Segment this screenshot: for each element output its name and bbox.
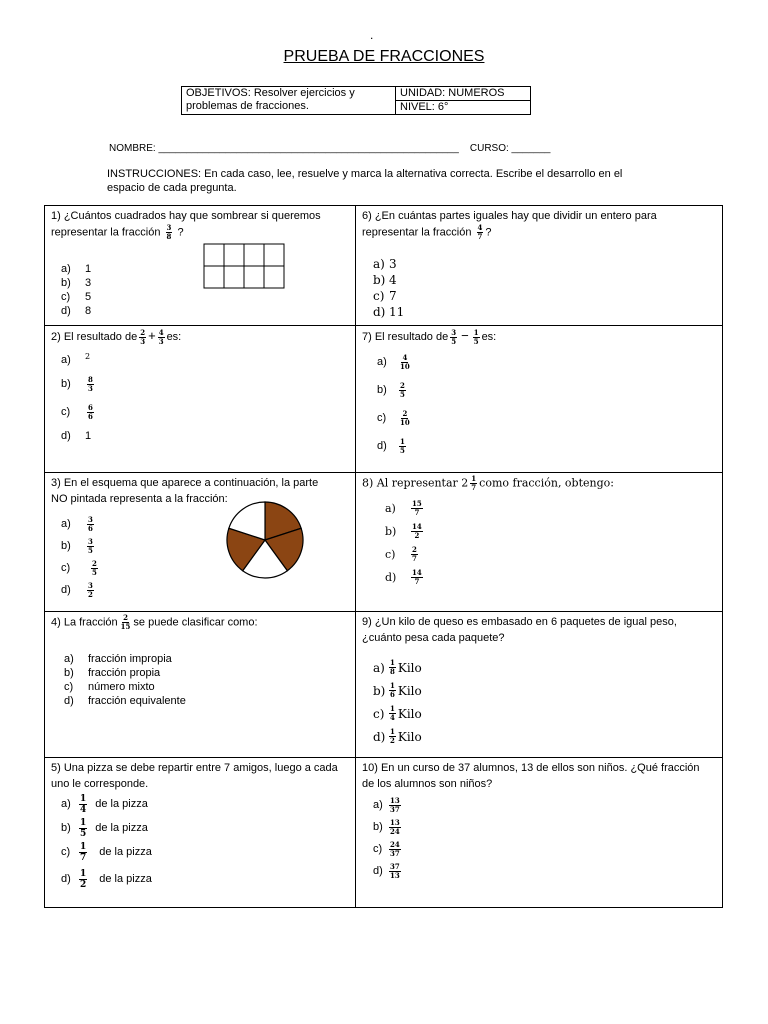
fraction-4-10 [399,354,411,371]
numerator: 1 [80,868,87,879]
denominator: 7 [412,554,417,563]
questions-grid [44,205,723,908]
numerator: 4 [158,327,164,337]
numerator: 1 [80,817,87,828]
denominator: 5 [473,336,479,346]
question-6-text [362,208,657,241]
option-letter: d) [61,430,71,442]
option-letter: c) [385,547,396,561]
fraction-1-4 [389,705,396,722]
question-6-line1: 6) ¿En cuántas partes iguales hay que dividir un entero para [362,210,657,222]
question-3-line2: NO pintada representa a la fracción: [51,493,228,505]
fraction-1-8 [389,659,396,676]
option-d[interactable] [61,579,100,601]
numerator: 1 [390,658,395,667]
numerator: 1 [80,793,87,804]
question-1-options [61,262,91,318]
fraction-4-3 [158,329,165,346]
option-letter: b) [377,384,387,396]
nombre-curso-line[interactable]: NOMBRE: ______________________________________________________ CURSO: _______ [109,143,551,154]
option-letter: a) [61,263,71,275]
option-letter: c) [61,846,71,858]
denominator: 3 [158,336,164,346]
option-b[interactable] [385,520,425,543]
option-value: 3 [85,277,92,289]
denominator: 5 [451,336,457,346]
fraction-1-7 [79,842,87,863]
question-10 [356,758,723,908]
numerator: 2 [400,380,405,390]
option-value: 5 [85,291,92,303]
option-letter: a) [61,354,71,366]
option-value: 4 [389,273,397,287]
page-title: PRUEBA DE FRACCIONES [283,48,485,65]
option-letter: c) [373,289,385,303]
option-d[interactable] [61,864,152,894]
fraction-1-6 [389,682,396,699]
denominator: 2 [80,879,87,890]
question-10-options [373,794,403,882]
nivel-cell: NIVEL: 6° [396,101,531,115]
question-7-options [377,348,413,460]
option-letter: d) [61,584,71,596]
option-a[interactable] [64,652,186,666]
option-letter: a) [61,798,71,810]
instructions: INSTRUCCIONES: En cada caso, lee, resuelve y marca la alternativa correcta. Escribe el desarrollo en el espacio de cada pregunta. [107,168,623,194]
numerator: 3 [166,223,172,232]
question-9-options [373,656,422,748]
option-a[interactable] [385,497,425,520]
option-c[interactable] [373,838,403,860]
numerator: 2 [92,558,97,568]
question-9-line2: ¿cuánto pesa cada paquete? [362,632,505,644]
option-a[interactable] [373,656,422,679]
numerator: 4 [402,352,408,362]
option-letter: d) [373,865,383,877]
option-letter: a) [64,653,74,665]
fraction-14-2 [411,523,423,540]
fraction-3-8 [166,224,173,241]
question-1-prefix: representar la fracción [51,226,161,239]
numerator: 2 [123,613,128,622]
question-mark: ? [177,226,184,239]
question-1-line2 [51,224,321,241]
question-6-prefix: representar la fracción [362,226,472,239]
option-a[interactable] [61,262,91,276]
option-b[interactable] [64,666,186,680]
denominator: 10 [400,417,410,427]
option-b[interactable] [373,272,404,288]
denominator: 8 [166,232,172,241]
option-value: 8 [85,305,92,317]
option-c[interactable] [377,404,413,432]
question-4-prefix: 4) La fracción [51,616,118,629]
option-letter: d) [61,873,71,885]
option-letter: b) [373,821,383,833]
option-d[interactable] [64,694,186,708]
option-c[interactable] [61,557,100,579]
question-4-suffix: se puede clasificar como: [133,616,258,629]
numerator: 3 [88,514,93,524]
question-5-text [51,760,338,792]
question-2-suffix: es: [166,331,182,343]
option-letter: d) [64,695,74,707]
question-9-text [362,614,677,646]
option-c[interactable] [373,288,404,304]
denominator: 37 [390,848,400,858]
denominator: 3 [140,336,146,346]
numerator: 1 [390,704,395,713]
denominator: 7 [414,508,420,517]
option-letter: c) [373,843,383,855]
fraction-3-6 [87,516,94,533]
question-2-options [61,350,96,446]
option-a[interactable] [377,348,413,376]
question-1-text [51,208,321,241]
option-letter: b) [373,683,386,698]
question-2-text [51,328,181,346]
question-8-text [362,475,614,492]
option-letter: b) [385,524,397,538]
option-b[interactable] [61,276,91,290]
numerator: 1 [471,474,477,483]
question-10-text [362,760,700,792]
numerator: 1 [390,681,395,690]
fraction-13-24 [389,819,401,836]
question-8-suffix: como fracción, obtengo: [479,476,614,490]
denominator: 13 [390,870,400,880]
option-d[interactable] [377,432,413,460]
option-a[interactable] [61,350,96,370]
column-divider [355,206,356,908]
option-d[interactable] [61,304,91,318]
question-5-line1: 5) Una pizza se debe repartir entre 7 amigos, luego a cada [51,762,338,774]
question-5-line2: uno le corresponde. [51,778,149,790]
option-value: número mixto [88,681,155,693]
numerator: 3 [88,580,93,590]
numerator: 3 [451,327,457,337]
option-letter: b) [64,667,74,679]
numerator: 6 [88,402,93,412]
option-b[interactable] [373,816,403,838]
denominator: 4 [390,713,395,722]
question-4-options [64,652,186,708]
question-2 [45,326,356,473]
denominator: 6 [88,523,93,533]
numerator: 3 [88,536,93,546]
fraction-2-3 [139,329,146,346]
option-value: 1 [85,263,92,275]
numerator: 13 [390,817,400,827]
option-letter: c) [61,562,71,574]
denominator: 6 [390,690,395,699]
option-b[interactable] [61,370,96,398]
denominator: 7 [80,852,87,863]
fraction-2-7 [411,546,418,563]
option-c[interactable] [64,680,186,694]
option-letter: d) [373,305,386,319]
denominator: 7 [414,577,420,586]
fraction-1-5 [79,818,87,839]
fraction-13-37 [389,797,401,814]
option-value: 3 [389,257,397,271]
question-3 [45,473,356,612]
denominator: 5 [400,389,405,399]
question-1-line1: 1) ¿Cuántos cuadrados hay que sombrear si queremos [51,210,321,222]
option-letter: a) [61,518,71,530]
option-letter: a) [373,257,385,271]
fraction-24-37 [389,841,401,858]
option-b[interactable] [373,679,422,702]
denominator: 2 [414,531,420,540]
option-letter: c) [61,406,71,418]
option-value: fracción equivalente [88,695,186,707]
fraction-8-3 [87,376,94,393]
option-c[interactable] [61,840,152,864]
denominator: 24 [390,826,400,836]
question-8-options [385,497,425,589]
denominator: 7 [477,232,483,241]
question-1 [45,206,356,326]
numerator: 14 [412,522,422,531]
option-text: de la pizza [95,798,148,810]
question-8-prefix: 8) Al representar 2 [362,476,469,490]
option-c[interactable] [61,290,91,304]
option-c[interactable] [373,702,422,725]
option-letter: c) [61,291,71,303]
option-b[interactable] [61,816,152,840]
option-b[interactable] [377,376,413,404]
fraction-1-7 [470,475,477,492]
option-text: de la pizza [95,822,148,834]
numerator: 14 [412,568,422,577]
denominator: 7 [471,483,477,492]
denominator: 15 [120,622,131,631]
fraction-1-2 [79,869,87,890]
unidad-cell: UNIDAD: NUMEROS [396,87,531,101]
option-c[interactable] [61,398,96,426]
minus-sign: − [461,328,469,343]
fraction-2-10 [399,410,411,427]
option-unit: Kilo [397,729,422,744]
fraction-14-7 [411,569,423,586]
option-d[interactable] [373,860,403,882]
option-letter: c) [377,412,387,424]
numerator: 1 [400,436,405,446]
fraction-1-5 [399,438,406,455]
fraction-4-7 [477,224,484,241]
option-letter: b) [61,378,71,390]
option-letter: b) [61,822,71,834]
option-value: 1 [85,430,92,442]
question-6-line2 [362,224,657,241]
header-dot: . [370,28,374,42]
option-letter: a) [373,660,385,675]
question-7-suffix: es: [481,331,497,343]
option-letter: d) [377,440,387,452]
option-text: de la pizza [99,873,152,885]
fraction-2-5 [399,382,406,399]
question-4-text [51,614,258,631]
numerator: 24 [390,839,400,849]
option-d[interactable] [61,426,96,446]
option-letter: b) [61,540,71,552]
option-unit: Kilo [397,660,422,675]
option-letter: a) [377,356,387,368]
objetivos-cell: OBJETIVOS: Resolver ejercicios y problemas de fracciones. [182,87,396,115]
numerator: 2 [412,545,417,554]
question-4 [45,612,356,758]
option-a[interactable] [373,794,403,816]
question-7 [356,326,723,473]
option-value: 11 [389,305,405,319]
option-unit: Kilo [397,683,422,698]
denominator: 5 [88,545,93,555]
option-letter: a) [373,799,383,811]
option-b[interactable] [61,535,100,557]
fraction-3-5 [450,329,457,346]
option-a[interactable] [61,792,152,816]
question-6-options [373,256,404,320]
question-6 [356,206,723,326]
question-3-line1: 3) En el esquema que aparece a continuación, la parte [51,477,319,489]
squares-grid-figure [203,243,285,289]
denominator: 8 [390,667,395,676]
fraction-6-6 [87,404,94,421]
denominator: 4 [80,804,87,815]
question-10-line2: de los alumnos son niños? [362,778,493,790]
option-text: de la pizza [99,846,152,858]
denominator: 5 [92,567,97,577]
option-value: 2 [85,352,91,361]
denominator: 2 [390,736,395,745]
numerator: 1 [390,727,395,736]
fraction-1-2 [389,728,396,745]
option-d[interactable] [373,725,422,748]
question-8 [356,473,723,612]
info-table [181,86,531,115]
pie-figure [225,500,305,580]
denominator: 6 [88,411,93,421]
option-letter: c) [373,706,385,721]
numerator: 1 [473,327,479,337]
option-letter: d) [385,570,397,584]
fraction-3-5 [87,538,94,555]
question-5 [45,758,356,908]
numerator: 8 [88,374,93,384]
question-7-text [362,328,496,346]
option-value: fracción propia [88,667,161,679]
fraction-37-13 [389,863,401,880]
option-letter: b) [373,273,386,287]
numerator: 4 [477,223,483,232]
denominator: 10 [400,361,410,371]
numerator: 1 [80,841,87,852]
question-9 [356,612,723,758]
option-letter: c) [64,681,74,693]
question-mark: ? [485,226,492,239]
fraction-2-15 [120,614,132,631]
denominator: 5 [400,445,405,455]
option-a[interactable] [61,513,100,535]
numerator: 2 [402,408,408,418]
question-10-line1: 10) En un curso de 37 alumnos, 13 de ellos son niños. ¿Qué fracción [362,762,700,774]
denominator: 3 [88,383,93,393]
fraction-1-4 [79,794,87,815]
denominator: 2 [88,589,93,599]
question-2-prefix: 2) El resultado de [51,331,138,343]
question-5-options [61,792,152,894]
numerator: 13 [390,795,400,805]
option-d[interactable] [385,566,425,589]
option-letter: a) [385,501,396,515]
option-letter: d) [61,305,71,317]
question-9-line1: 9) ¿Un kilo de queso es embasado en 6 paquetes de igual peso, [362,616,677,628]
fraction-2-5 [91,560,98,577]
question-7-prefix: 7) El resultado de [362,331,449,343]
fraction-15-7 [411,500,423,517]
option-c[interactable] [385,543,425,566]
question-3-options [61,513,100,601]
fraction-3-2 [87,582,94,599]
numerator: 2 [140,327,146,337]
option-letter: b) [61,277,71,289]
fraction-1-5 [473,329,480,346]
numerator: 37 [390,861,400,871]
option-letter: d) [373,729,386,744]
option-a[interactable] [373,256,404,272]
numerator: 15 [412,499,422,508]
option-value: fracción impropia [88,653,172,665]
option-d[interactable] [373,304,404,320]
denominator: 5 [80,828,87,839]
plus-sign: + [148,328,156,343]
denominator: 37 [390,804,400,814]
option-value: 7 [389,289,397,303]
option-unit: Kilo [397,706,422,721]
